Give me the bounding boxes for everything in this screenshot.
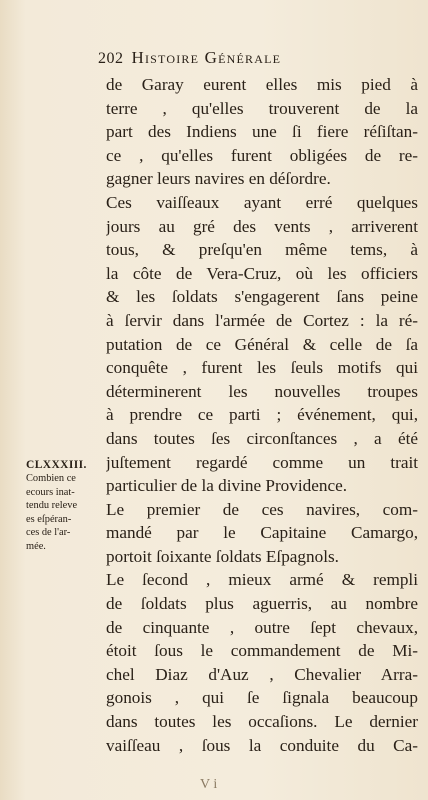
- text-line: putation de ce Général & celle de ſa: [106, 334, 418, 354]
- text-line: ce , qu'elles furent obligées de re-: [106, 145, 418, 165]
- text-line: mandé par le Capitaine Camargo,: [106, 523, 418, 543]
- signature-mark: V i: [200, 777, 218, 792]
- margin-note-line: ecours inat-: [26, 486, 75, 498]
- text-line: Le premier de ces navires, com-: [106, 499, 418, 519]
- text-line: dans toutes ſes circonſtances , a été: [106, 428, 418, 448]
- text-line: juſtement regardé comme un trait: [106, 452, 418, 472]
- margin-note: [26, 459, 106, 554]
- text-line: gagner leurs navires en déſordre.: [106, 169, 331, 189]
- margin-note-line: es eſpéran-: [26, 513, 72, 525]
- main-text: [106, 73, 418, 757]
- text-line: & les ſoldats s'engagerent ſans peine: [106, 287, 418, 307]
- text-line: jours au gré des vents , arriverent: [106, 216, 418, 236]
- text-line: conquête , furent les ſeuls motifs qui: [106, 358, 418, 378]
- text-line: de ſoldats plus aguerris, au nombre: [106, 594, 418, 614]
- text-line: terre , qu'elles trouverent de la: [106, 98, 418, 118]
- text-line: vaiſſeau , ſous la conduite du Ca-: [106, 735, 418, 755]
- text-line: portoit ſoixante ſoldats Eſpagnols.: [106, 546, 339, 566]
- text-line: tous, & preſqu'en même tems, à: [106, 240, 418, 260]
- text-line: de Garay eurent elles mis pied à: [106, 75, 418, 94]
- text-line: la côte de Vera-Cruz, où les officiers: [106, 263, 418, 283]
- running-title: Histoire Générale: [131, 48, 282, 67]
- text-line: Le ſecond , mieux armé & rempli: [106, 570, 418, 590]
- text-line: gonois , qui ſe ſignala beaucoup: [106, 688, 418, 708]
- text-line: de cinquante , outre ſept chevaux,: [106, 617, 418, 637]
- text-line: part des Indiens une ſi fiere réſiſtan-: [106, 122, 418, 142]
- text-line: Ces vaiſſeaux ayant erré quelques: [106, 192, 418, 212]
- text-line: dans toutes les occaſions. Le dernier: [106, 712, 418, 732]
- margin-note-line: ces de l'ar-: [26, 527, 71, 539]
- margin-note-line: tendu releve: [26, 500, 78, 512]
- text-line: à ſervir dans l'armée de Cortez : la ré-: [106, 310, 418, 330]
- margin-note-line: Combien ce: [26, 473, 76, 484]
- running-header: [98, 48, 420, 68]
- text-line: chel Diaz d'Auz , Chevalier Arra-: [106, 664, 418, 684]
- margin-note-number: CLXXXIII.: [26, 459, 87, 471]
- page-number: 202: [98, 50, 124, 67]
- text-line: à prendre ce parti ; événement, qui,: [106, 405, 418, 425]
- text-line: étoit ſous le commandement de Mi-: [106, 641, 418, 661]
- margin-note-line: mée.: [26, 540, 46, 552]
- text-line: particulier de la divine Providence.: [106, 476, 348, 496]
- text-line: déterminerent les nouvelles troupes: [106, 381, 418, 401]
